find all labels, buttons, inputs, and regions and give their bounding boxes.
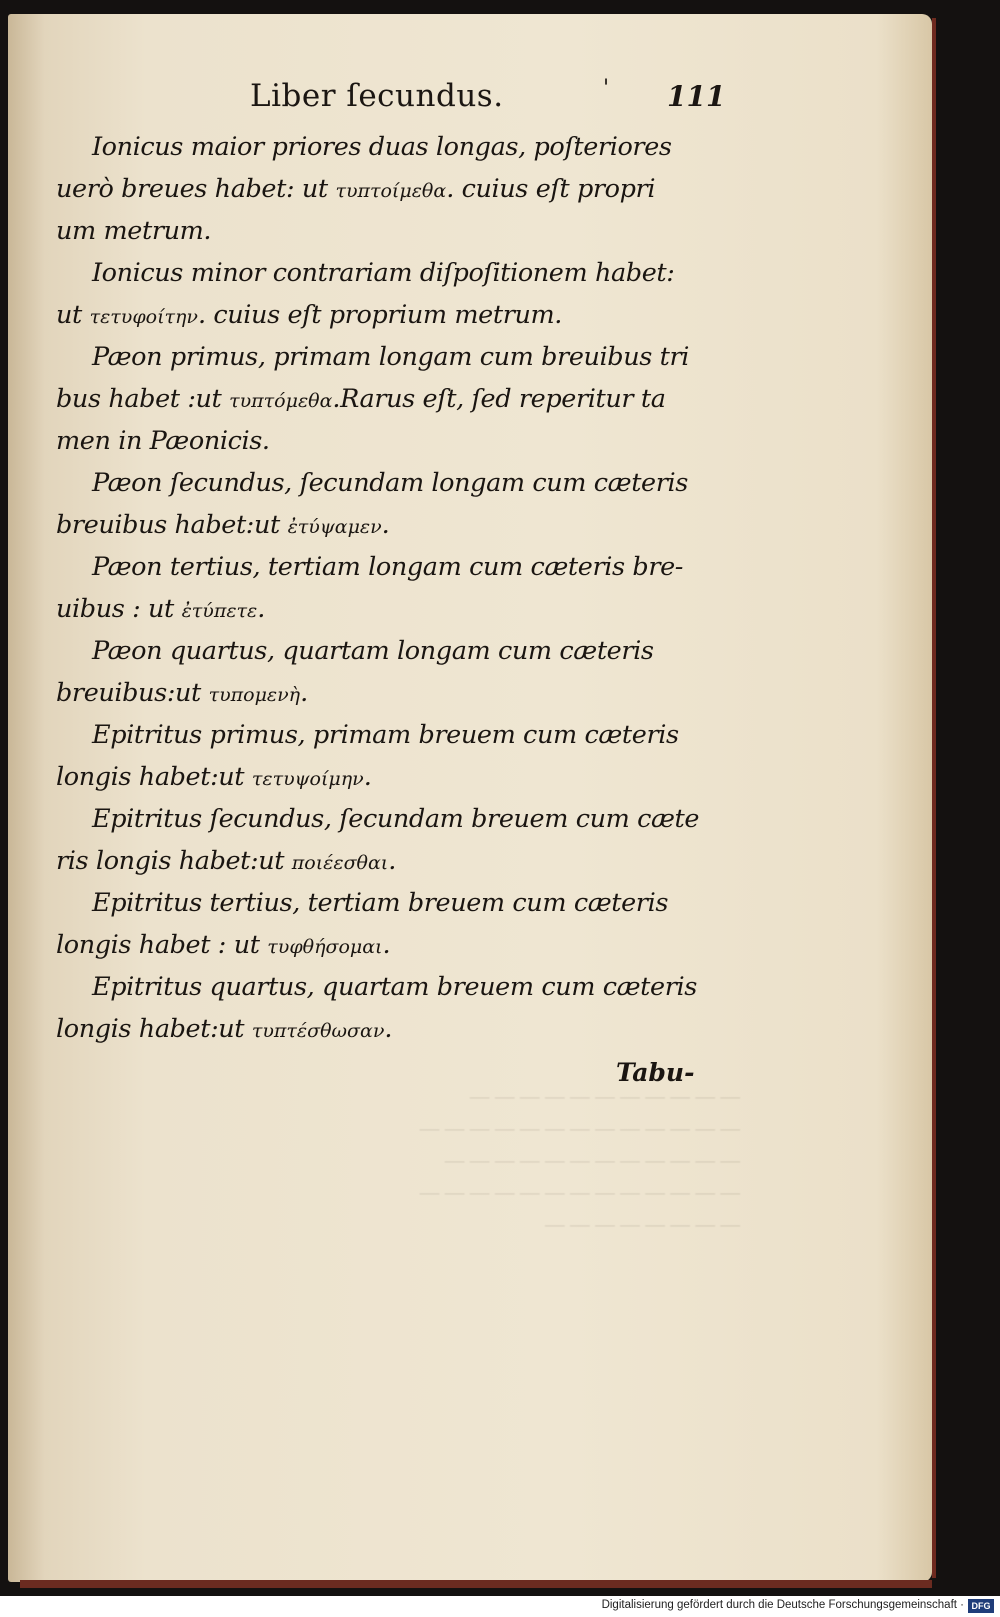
text-line bbox=[56, 294, 710, 336]
greek-word: τυπομενὴ bbox=[208, 684, 301, 706]
greek-word: τυπτόμεθα bbox=[229, 390, 333, 412]
latin-text: Pæon quartus, quartam longam cum cæteris bbox=[92, 636, 654, 666]
latin-text: Epitritus ſecundus, ſecundam breuem cum cæte bbox=[92, 804, 700, 834]
page-edge bbox=[932, 18, 936, 1578]
latin-text: Epitritus quartus, quartam breuem cum cæteris bbox=[92, 972, 697, 1002]
text-line bbox=[56, 252, 710, 294]
latin-text: Pæon tertius, tertiam longam cum cæteris bre- bbox=[92, 552, 684, 582]
text-line bbox=[56, 882, 710, 924]
text-line bbox=[56, 168, 710, 210]
latin-text: longis habet:ut bbox=[56, 762, 252, 792]
text-line bbox=[56, 672, 710, 714]
greek-word: ἐτύψαμεν bbox=[287, 516, 382, 538]
text-line bbox=[56, 1008, 710, 1050]
latin-text: Ionicus minor contrariam diſpoſitionem habet: bbox=[92, 258, 675, 288]
running-head-mark: ' bbox=[603, 76, 610, 101]
greek-word: τετυψοίμην bbox=[251, 768, 364, 790]
latin-text: . bbox=[381, 510, 390, 540]
text-line bbox=[56, 588, 710, 630]
text-line bbox=[56, 924, 710, 966]
footer-credit: Digitalisierung gefördert durch die Deutsche Forschungsgemeinschaft · bbox=[601, 1599, 964, 1611]
text-line bbox=[56, 378, 710, 420]
running-head bbox=[0, 78, 1000, 120]
text-line bbox=[56, 462, 710, 504]
text-line bbox=[56, 714, 710, 756]
text-line bbox=[56, 546, 710, 588]
greek-word: τετυφοίτην bbox=[89, 306, 198, 328]
text-line bbox=[56, 630, 710, 672]
latin-text: longis habet:ut bbox=[56, 1014, 252, 1044]
body-text bbox=[56, 126, 710, 1050]
latin-text: . cuius eſt proprium metrum. bbox=[197, 300, 563, 330]
text-line bbox=[56, 756, 710, 798]
text-line bbox=[56, 420, 710, 462]
latin-text: Epitritus primus, primam breuem cum cæteris bbox=[92, 720, 679, 750]
text-line bbox=[56, 210, 710, 252]
latin-text: . bbox=[300, 678, 308, 708]
latin-text: . cuius eſt propri bbox=[446, 174, 656, 204]
latin-text: ris longis habet:ut bbox=[56, 846, 292, 876]
greek-word: τυπτοίμεθα bbox=[335, 180, 447, 202]
text-line bbox=[56, 504, 710, 546]
text-line bbox=[56, 336, 710, 378]
latin-text: .Rarus eſt, ſed reperitur ta bbox=[332, 384, 666, 414]
page-number: 111 bbox=[667, 80, 726, 113]
greek-word: τυφθήσομαι bbox=[267, 936, 383, 958]
latin-text: . bbox=[363, 762, 372, 792]
latin-text: Ionicus maior priores duas longas, poſteriores bbox=[92, 132, 672, 162]
latin-text: uibus : ut bbox=[56, 594, 182, 624]
latin-text: longis habet : ut bbox=[56, 930, 268, 960]
latin-text: Pæon ſecundus, ſecundam longam cum cæteris bbox=[92, 468, 688, 498]
running-head-title: Liber ſecundus. bbox=[250, 78, 504, 114]
latin-text: . bbox=[382, 930, 391, 960]
latin-text: um metrum. bbox=[56, 216, 212, 246]
latin-text: men in Pæonicis. bbox=[56, 426, 270, 456]
latin-text: . bbox=[384, 1014, 393, 1044]
latin-text: uerò breues habet: ut bbox=[56, 174, 336, 204]
text-line bbox=[56, 966, 710, 1008]
text-line bbox=[56, 840, 710, 882]
latin-text: ut bbox=[56, 300, 90, 330]
footer-credit-bar bbox=[0, 1596, 1000, 1617]
latin-text: . bbox=[388, 846, 396, 876]
catchword: Tabu- bbox=[616, 1058, 695, 1087]
page-bottom-edge bbox=[20, 1580, 932, 1588]
latin-text: bus habet :ut bbox=[56, 384, 230, 414]
latin-text: breuibus habet:ut bbox=[56, 510, 288, 540]
latin-text: breuibus:ut bbox=[56, 678, 209, 708]
latin-text: . bbox=[257, 594, 265, 624]
text-line bbox=[56, 798, 710, 840]
latin-text: Pæon primus, primam longam cum breuibus tri bbox=[92, 342, 690, 372]
greek-word: ἐτύπετε bbox=[181, 600, 258, 622]
dfg-logo: DFG bbox=[968, 1599, 994, 1613]
show-through-text: — — — — — — — — — — — — — — — — — — — — — — — — — — — — — — — — — — — — — — — — — — — — — — — — — — — — — — — — — bbox=[419, 1083, 740, 1236]
latin-text: Epitritus tertius, tertiam breuem cum cæteris bbox=[92, 888, 669, 918]
greek-word: ποιέεσθαι bbox=[291, 852, 389, 874]
greek-word: τυπτέσθωσαν bbox=[251, 1020, 385, 1042]
text-line bbox=[56, 126, 710, 168]
